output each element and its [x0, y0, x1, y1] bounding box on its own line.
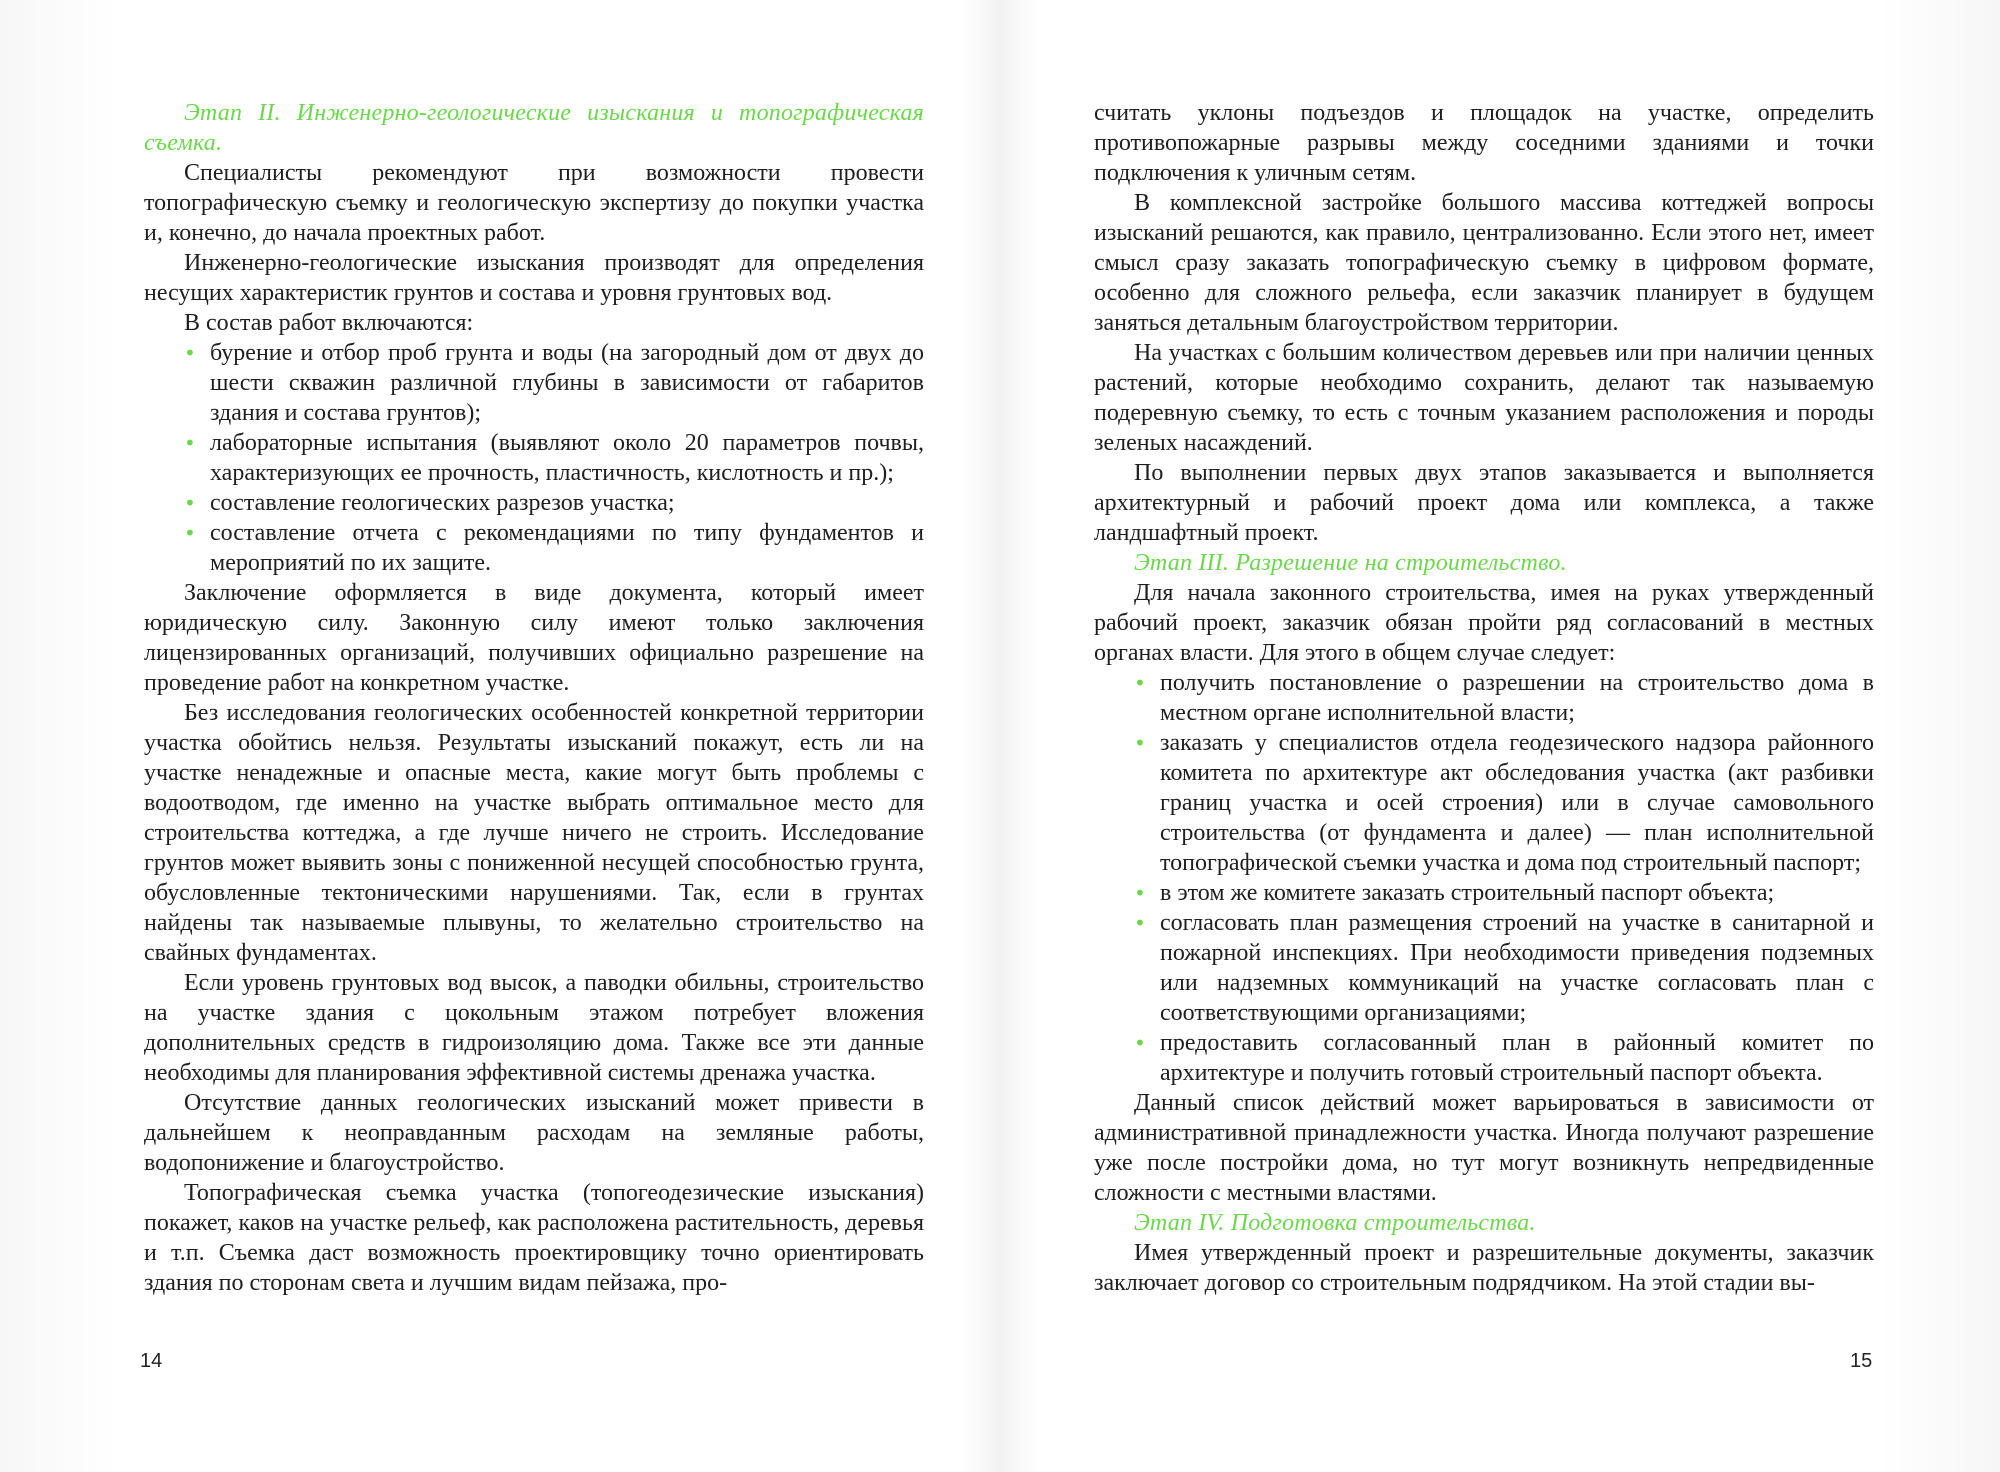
list-item-text: составление геологических разрезов участка;	[210, 490, 675, 516]
paragraph: Специалисты рекомендуют при возможности провести топографическую съемку и геологическую экспертизу до покупки участка и, конечно, до начала проектных работ.	[144, 160, 924, 246]
bullet-icon: •	[184, 491, 196, 515]
bullet-icon: •	[1134, 731, 1146, 755]
page-number-left: 14	[140, 1350, 163, 1372]
paragraph: Инженерно-геологические изыскания производят для определения несущих характеристик грунтов и состава и уровня грунтовых вод.	[144, 250, 924, 306]
section-heading-stage-3: Этап III. Разрешение на строительство.	[1134, 550, 1567, 576]
list-item-text: предоставить согласованный план в районный комитет по архитектуре и получить готовый строительный паспорт объекта.	[1160, 1030, 1874, 1086]
list-item	[1094, 728, 1874, 878]
list-item	[144, 488, 924, 518]
list-item	[1094, 1028, 1874, 1088]
right-page	[1094, 98, 1874, 1298]
page-number-right: 15	[1850, 1350, 1873, 1372]
paragraph: Отсутствие данных геологических изысканий может привести в дальнейшем к неоправданным расходам на земляные работы, водопонижение и благоустройство.	[144, 1090, 924, 1176]
paragraph-continued: считать уклоны подъездов и площадок на участке, определить противопожарные разрывы между соседними зданиями и точки подключения к уличным сетям.	[1094, 100, 1874, 186]
list-item	[1094, 908, 1874, 1028]
list-item-text: заказать у специалистов отдела геодезического надзора районного комитета по архитектуре акт обследования участка (акт разбивки границ участка и осей строения) или в случае самовольного строительства (от фундамента и далее) — план исполнительной топографической съемки участка и дома под строительный паспорт;	[1160, 730, 1874, 876]
list-item-text: составление отчета с рекомендациями по типу фундаментов и мероприятий по их защите.	[210, 520, 924, 576]
list-item-text: согласовать план размещения строений на участке в санитарной и пожарной инспекциях. При необходимости приведения подземных или надземных коммуникаций на участке согласовать план с соответствующими организациями;	[1160, 910, 1874, 1026]
paragraph: Имея утвержденный проект и разрешительные документы, заказчик заключает договор со строительным подрядчиком. На этой стадии вы-	[1094, 1240, 1874, 1296]
bullet-icon: •	[1134, 671, 1146, 695]
bullet-list	[144, 338, 924, 578]
paragraph: В состав работ включаются:	[184, 310, 474, 336]
list-item	[144, 518, 924, 578]
section-heading-stage-2: Этап II. Инженерно-геологические изыскания и топографическая съемка.	[144, 100, 924, 156]
bullet-icon: •	[184, 341, 196, 365]
bullet-icon: •	[1134, 881, 1146, 905]
bullet-icon: •	[1134, 1031, 1146, 1055]
list-item	[1094, 878, 1874, 908]
bullet-icon: •	[1134, 911, 1146, 935]
paragraph: Если уровень грунтовых вод высок, а паводки обильны, строительство на участке здания с цокольным этажом потребует вложения дополнительных средств в гидроизоляцию дома. Также все эти данные необходимы для планирования эффективной системы дренажа участка.	[144, 970, 924, 1086]
list-item-text: бурение и отбор проб грунта и воды (на загородный дом от двух до шести скважин различной глубины в зависимости от габаритов здания и состава грунтов);	[210, 340, 924, 426]
list-item-text: лабораторные испытания (выявляют около 20 параметров почвы, характеризующих ее прочность, пластичность, кислотность и пр.);	[210, 430, 924, 486]
paragraph: Топографическая съемка участка (топогеодезические изыскания) покажет, каков на участке рельеф, как расположена растительность, деревья и т.п. Съемка даст возможность проектировщику точно ориентировать здания по сторонам света и лучшим видам пейзажа, про-	[144, 1180, 924, 1296]
list-item	[144, 428, 924, 488]
list-item	[144, 338, 924, 428]
paragraph: В комплексной застройке большого массива коттеджей вопросы изысканий решаются, как правило, централизованно. Если этого нет, имеет смысл сразу заказать топографическую съемку в цифровом формате, особенно для сложного рельефа, если заказчик планирует в будущем заняться детальным благоустройством территории.	[1094, 190, 1874, 336]
paragraph: Для начала законного строительства, имея на руках утвержденный рабочий проект, заказчик обязан пройти ряд согласований в местных органах власти. Для этого в общем случае следует:	[1094, 580, 1874, 666]
list-item	[1094, 668, 1874, 728]
list-item-text: в этом же комитете заказать строительный паспорт объекта;	[1160, 880, 1775, 906]
bullet-icon: •	[184, 431, 196, 455]
section-heading-stage-4: Этап IV. Подготовка строительства.	[1134, 1210, 1536, 1236]
bullet-list	[1094, 668, 1874, 1088]
paragraph: Заключение оформляется в виде документа, который имеет юридическую силу. Законную силу имеют только заключения лицензированных организаций, получивших официально разрешение на проведение работ на конкретном участке.	[144, 580, 924, 696]
bullet-icon: •	[184, 521, 196, 545]
paragraph: На участках с большим количеством деревьев или при наличии ценных растений, которые необходимо сохранить, делают так называемую подеревную съемку, то есть с точным указанием расположения и породы зеленых насаждений.	[1094, 340, 1874, 456]
paragraph: Без исследования геологических особенностей конкретной территории участка обойтись нельзя. Результаты изысканий покажут, есть ли на участке ненадежные и опасные места, какие могут быть проблемы с водоотводом, где именно на участке выбрать оптимальное место для строительства коттеджа, а где лучше ничего не строить. Исследование грунтов может выявить зоны с пониженной несущей способностью грунта, обусловленные тектоническими нарушениями. Так, если в грунтах найдены так называемые плывуны, то желательно строительство на свайных фундаментах.	[144, 700, 924, 966]
list-item-text: получить постановление о разрешении на строительство дома в местном органе исполнительной власти;	[1160, 670, 1874, 726]
left-page	[144, 98, 924, 1298]
paragraph: Данный список действий может варьироваться в зависимости от административной принадлежности участка. Иногда получают разрешение уже после постройки дома, но тут могут возникнуть непредвиденные сложности с местными властями.	[1094, 1090, 1874, 1206]
paragraph: По выполнении первых двух этапов заказывается и выполняется архитектурный и рабочий проект дома или комплекса, а также ландшафтный проект.	[1094, 460, 1874, 546]
